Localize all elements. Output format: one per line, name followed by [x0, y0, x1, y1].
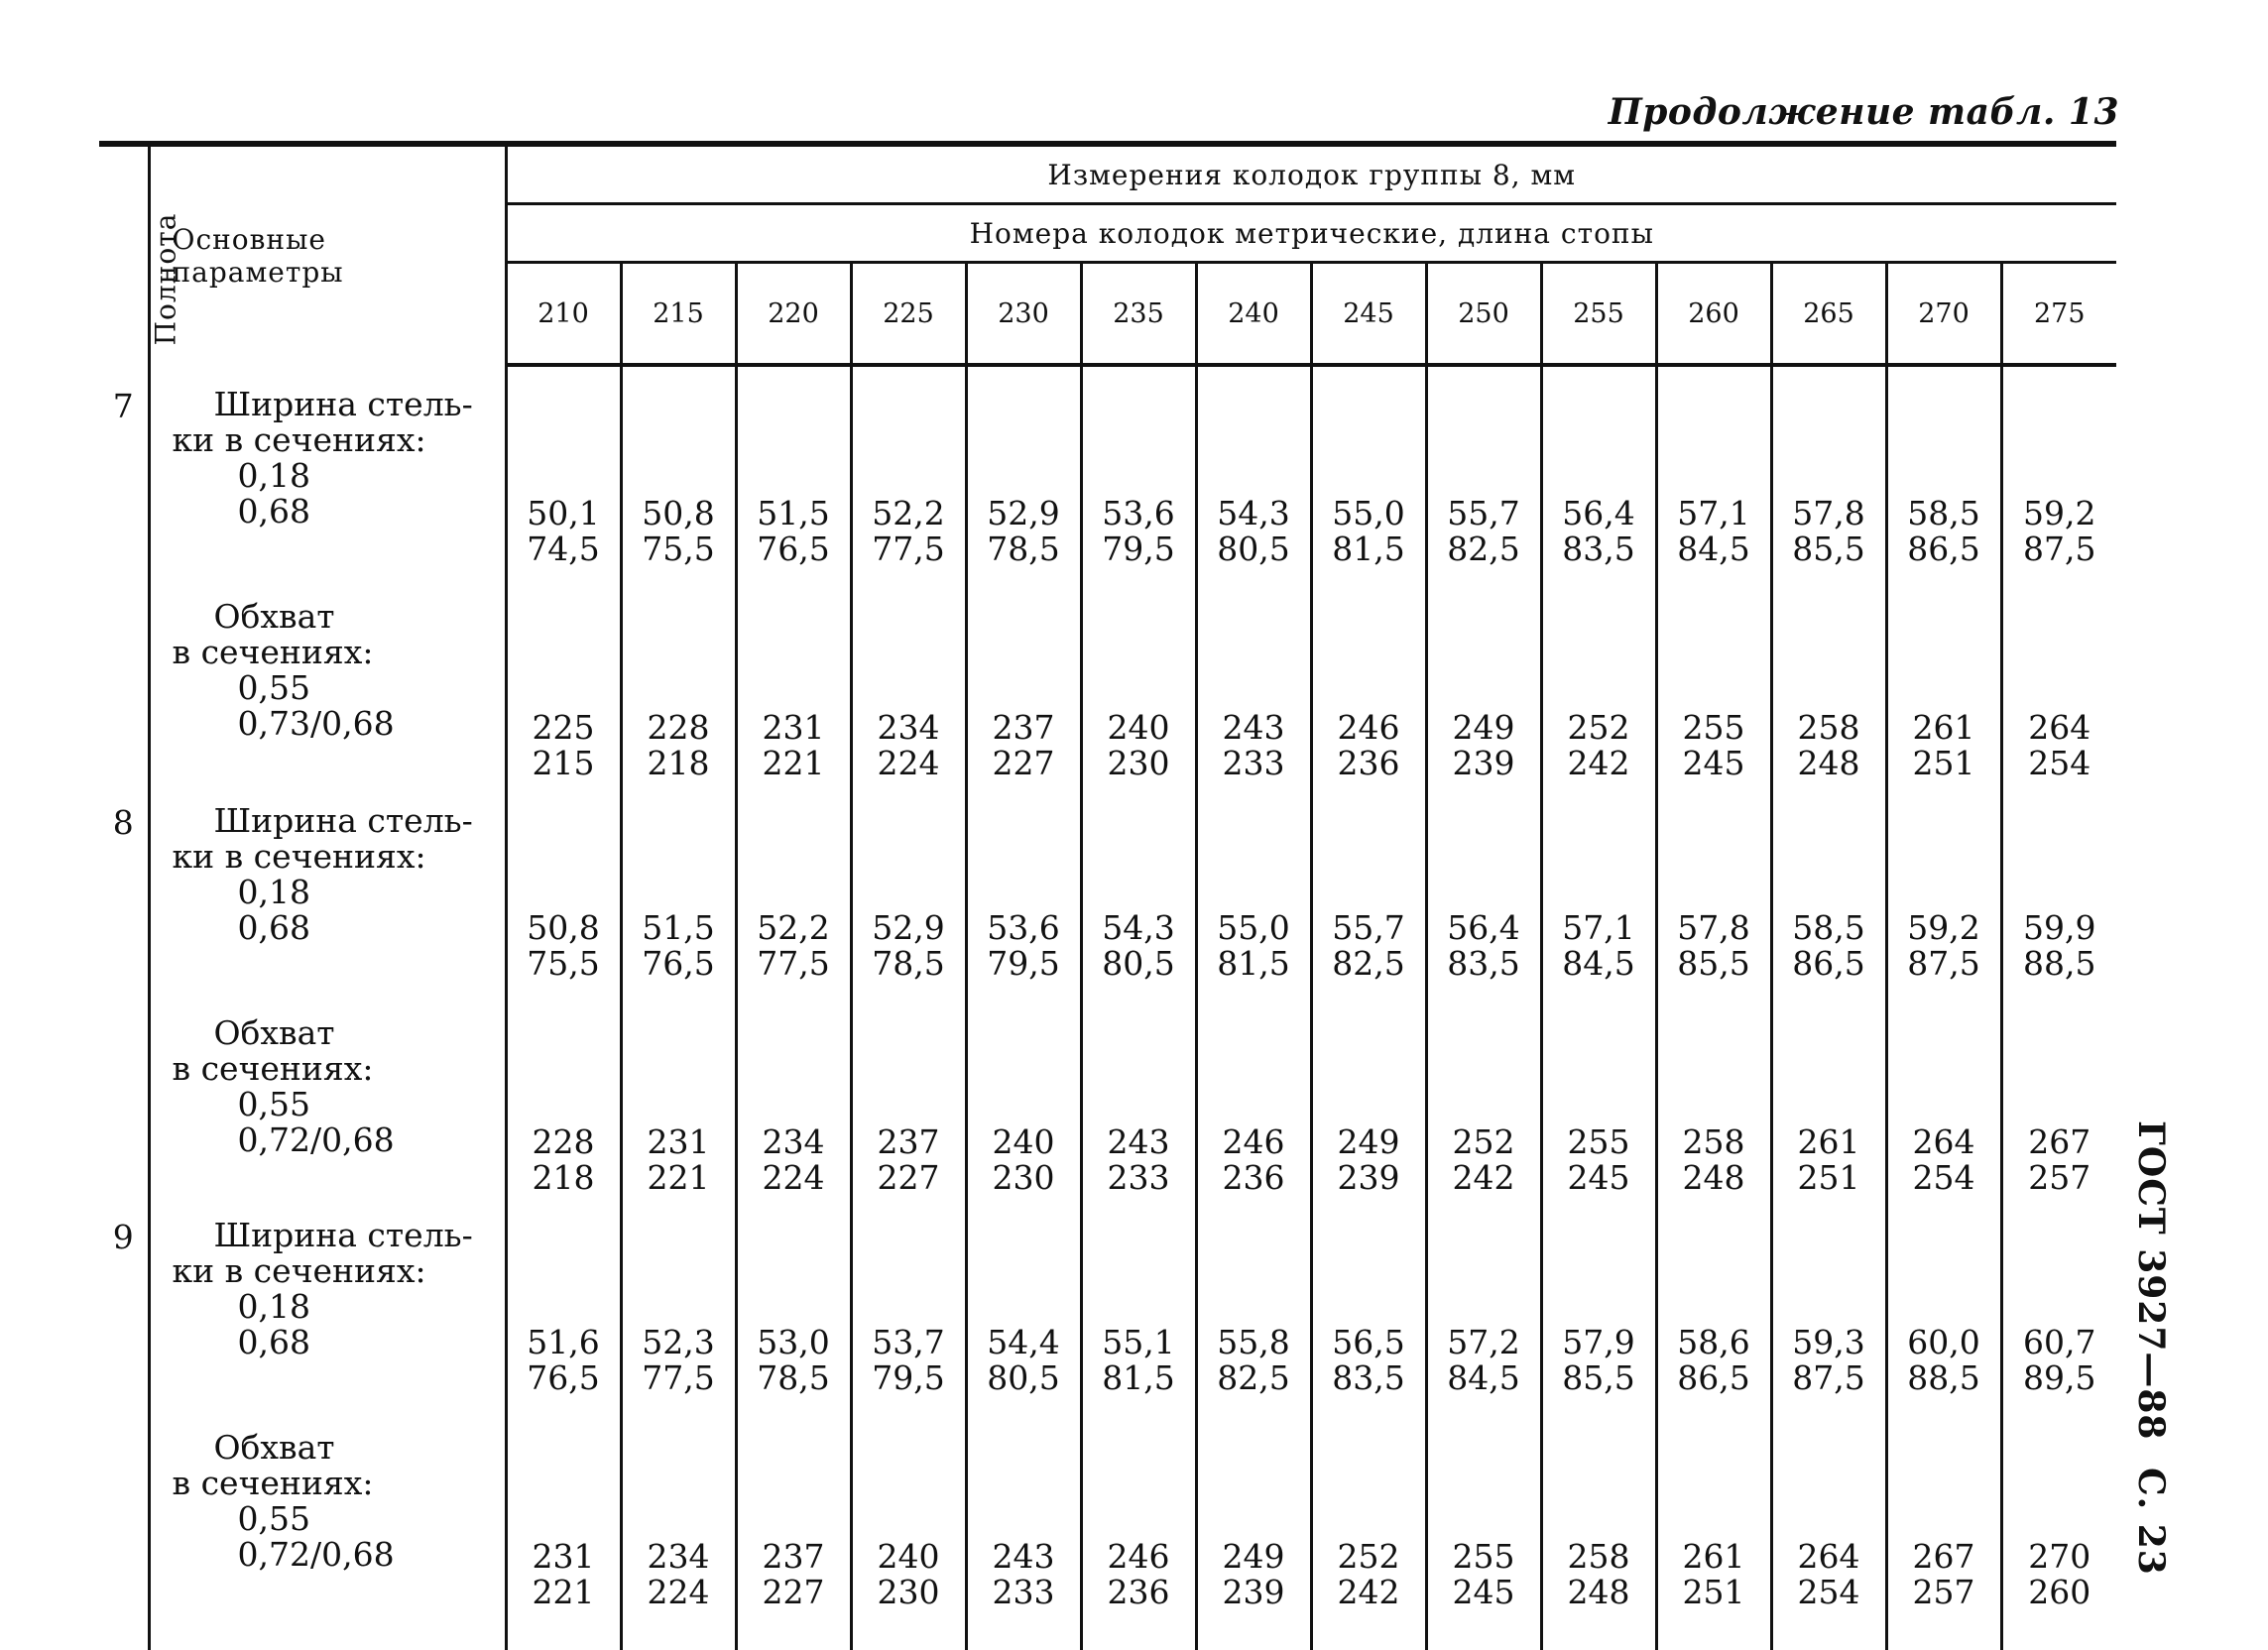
width-value: 88,5	[2023, 944, 2096, 983]
section-label: 0,73/0,68	[237, 704, 395, 743]
value-cell	[1081, 365, 1196, 781]
girth-value: 221	[762, 744, 825, 782]
width-value: 56,4	[1447, 908, 1520, 947]
width-value: 84,5	[1562, 944, 1635, 983]
width-value: 76,5	[757, 530, 830, 568]
value-cell	[506, 1196, 621, 1650]
param-label: Ширина стель-	[213, 801, 473, 840]
header-size: 210	[506, 263, 621, 366]
page-number: С. 23	[2130, 1468, 2172, 1576]
girth-value: 240	[992, 1122, 1055, 1161]
width-value: 85,5	[1677, 944, 1750, 983]
girth-value: 236	[1222, 1158, 1285, 1197]
value-cell	[1771, 365, 1886, 781]
girth-value: 239	[1337, 1158, 1400, 1197]
header-size: 225	[851, 263, 966, 366]
width-value: 55,0	[1217, 908, 1290, 947]
value-cell	[851, 1196, 966, 1650]
width-value: 80,5	[987, 1358, 1060, 1397]
width-value: 87,5	[1907, 944, 1980, 983]
width-value: 55,1	[1102, 1323, 1175, 1361]
width-value: 77,5	[642, 1358, 715, 1397]
width-value: 56,4	[1562, 494, 1635, 532]
section-label: 0,18	[237, 1287, 310, 1326]
girth-value: 267	[1912, 1537, 1975, 1576]
girth-value: 242	[1452, 1158, 1515, 1197]
width-value: 87,5	[2023, 530, 2096, 568]
header-size: 260	[1656, 263, 1771, 366]
params-cell	[149, 781, 506, 1196]
girth-value: 257	[1912, 1573, 1975, 1611]
value-cell	[1426, 365, 1541, 781]
girth-value: 255	[1567, 1122, 1630, 1161]
param-label: Обхват	[213, 597, 335, 636]
width-value: 89,5	[2023, 1358, 2096, 1397]
width-value: 54,3	[1102, 908, 1175, 947]
girth-value: 228	[647, 708, 710, 747]
width-value: 77,5	[872, 530, 945, 568]
girth-value: 230	[877, 1573, 940, 1611]
girth-value: 234	[762, 1122, 825, 1161]
girth-value: 215	[532, 744, 595, 782]
value-cell	[966, 1196, 1081, 1650]
width-value: 59,2	[2023, 494, 2096, 532]
section-label: 0,72/0,68	[237, 1535, 395, 1574]
value-cell	[736, 365, 851, 781]
girth-value: 252	[1337, 1537, 1400, 1576]
width-value: 57,2	[1447, 1323, 1520, 1361]
girth-value: 249	[1222, 1537, 1285, 1576]
header-group: Измерения колодок группы 8, мм	[506, 144, 2116, 204]
header-size: 220	[736, 263, 851, 366]
param-label: Обхват	[213, 1013, 335, 1052]
width-value: 80,5	[1217, 530, 1290, 568]
girth-value: 248	[1797, 744, 1860, 782]
width-value: 53,7	[872, 1323, 945, 1361]
girth-value: 224	[877, 744, 940, 782]
section-label: 0,18	[237, 456, 310, 495]
value-cell	[1426, 781, 1541, 1196]
width-value: 51,5	[642, 908, 715, 947]
width-value: 57,9	[1562, 1323, 1635, 1361]
girth-value: 246	[1337, 708, 1400, 747]
girth-value: 255	[1452, 1537, 1515, 1576]
width-value: 57,8	[1677, 908, 1750, 947]
value-cell	[1771, 1196, 1886, 1650]
value-cell	[506, 781, 621, 1196]
girth-value: 249	[1452, 708, 1515, 747]
girth-value: 254	[1912, 1158, 1975, 1197]
value-cell	[1081, 781, 1196, 1196]
fullness-row	[99, 1196, 2116, 1650]
width-value: 81,5	[1217, 944, 1290, 983]
width-value: 59,2	[1907, 908, 1980, 947]
width-value: 84,5	[1447, 1358, 1520, 1397]
girth-value: 255	[1682, 708, 1745, 747]
width-value: 51,5	[757, 494, 830, 532]
girth-value: 224	[762, 1158, 825, 1197]
header-size: 230	[966, 263, 1081, 366]
girth-value: 243	[992, 1537, 1055, 1576]
width-value: 52,2	[872, 494, 945, 532]
width-value: 54,4	[987, 1323, 1060, 1361]
width-value: 79,5	[1102, 530, 1175, 568]
girth-value: 257	[2028, 1158, 2091, 1197]
width-value: 57,1	[1677, 494, 1750, 532]
param-label: в сечениях:	[172, 633, 374, 671]
value-cell	[1311, 1196, 1426, 1650]
header-size: 255	[1541, 263, 1656, 366]
width-value: 53,6	[1102, 494, 1175, 532]
value-cell	[2001, 781, 2116, 1196]
value-cell	[1196, 365, 1311, 781]
value-cell	[1311, 365, 1426, 781]
girth-value: 264	[2028, 708, 2091, 747]
girth-value: 239	[1452, 744, 1515, 782]
value-cell	[1886, 1196, 2001, 1650]
girth-value: 245	[1452, 1573, 1515, 1611]
girth-value: 231	[532, 1537, 595, 1576]
girth-value: 240	[877, 1537, 940, 1576]
width-value: 57,1	[1562, 908, 1635, 947]
continuation-title: Продолжение табл. 13	[1608, 91, 2119, 133]
width-value: 88,5	[1907, 1358, 1980, 1397]
width-value: 84,5	[1677, 530, 1750, 568]
width-value: 52,2	[757, 908, 830, 947]
param-label: Ширина стель-	[213, 385, 473, 423]
girth-value: 252	[1567, 708, 1630, 747]
value-cell	[1541, 365, 1656, 781]
girth-value: 227	[762, 1573, 825, 1611]
header-size: 245	[1311, 263, 1426, 366]
fullness-value: 9	[112, 1218, 134, 1256]
width-value: 75,5	[642, 530, 715, 568]
girth-value: 251	[1797, 1158, 1860, 1197]
width-value: 54,3	[1217, 494, 1290, 532]
section-label: 0,68	[237, 908, 310, 947]
girth-value: 234	[647, 1537, 710, 1576]
girth-value: 258	[1682, 1122, 1745, 1161]
width-value: 79,5	[872, 1358, 945, 1397]
width-value: 86,5	[1677, 1358, 1750, 1397]
girth-value: 240	[1107, 708, 1170, 747]
value-cell	[2001, 365, 2116, 781]
section-label: 0,68	[237, 1323, 310, 1361]
header-size: 215	[621, 263, 736, 366]
width-value: 78,5	[987, 530, 1060, 568]
value-cell	[621, 1196, 736, 1650]
girth-value: 233	[1107, 1158, 1170, 1197]
width-value: 55,0	[1332, 494, 1405, 532]
measurements-table	[99, 141, 2116, 1650]
girth-value: 218	[647, 744, 710, 782]
width-value: 51,6	[527, 1323, 600, 1361]
header-size: 250	[1426, 263, 1541, 366]
width-value: 58,5	[1792, 908, 1865, 947]
girth-value: 260	[2028, 1573, 2091, 1611]
section-label: 0,18	[237, 873, 310, 911]
width-value: 53,6	[987, 908, 1060, 947]
value-cell	[2001, 1196, 2116, 1650]
width-value: 85,5	[1562, 1358, 1635, 1397]
girth-value: 248	[1682, 1158, 1745, 1197]
section-label: 0,68	[237, 492, 310, 530]
width-value: 81,5	[1332, 530, 1405, 568]
girth-value: 225	[532, 708, 595, 747]
param-label: в сечениях:	[172, 1464, 374, 1502]
document-standard-id	[2130, 1120, 2172, 1590]
header-size: 265	[1771, 263, 1886, 366]
width-value: 56,5	[1332, 1323, 1405, 1361]
girth-value: 254	[2028, 744, 2091, 782]
girth-value: 261	[1682, 1537, 1745, 1576]
girth-value: 227	[992, 744, 1055, 782]
fullness-value: 7	[112, 387, 134, 425]
width-value: 60,7	[2023, 1323, 2096, 1361]
width-value: 79,5	[987, 944, 1060, 983]
girth-value: 231	[762, 708, 825, 747]
girth-value: 246	[1222, 1122, 1285, 1161]
girth-value: 243	[1107, 1122, 1170, 1161]
width-value: 52,3	[642, 1323, 715, 1361]
girth-value: 245	[1682, 744, 1745, 782]
param-label: в сечениях:	[172, 1049, 374, 1088]
width-value: 50,8	[642, 494, 715, 532]
value-cell	[506, 365, 621, 781]
width-value: 52,9	[987, 494, 1060, 532]
girth-value: 233	[992, 1573, 1055, 1611]
girth-value: 227	[877, 1158, 940, 1197]
width-value: 58,5	[1907, 494, 1980, 532]
value-cell	[851, 365, 966, 781]
width-value: 78,5	[757, 1358, 830, 1397]
value-cell	[736, 1196, 851, 1650]
section-label: 0,55	[237, 1085, 310, 1123]
value-cell	[966, 365, 1081, 781]
fullness-row	[99, 781, 2116, 1196]
girth-value: 236	[1107, 1573, 1170, 1611]
girth-value: 261	[1912, 708, 1975, 747]
girth-value: 239	[1222, 1573, 1285, 1611]
value-cell	[1311, 781, 1426, 1196]
value-cell	[1656, 1196, 1771, 1650]
girth-value: 245	[1567, 1158, 1630, 1197]
width-value: 83,5	[1447, 944, 1520, 983]
width-value: 76,5	[642, 944, 715, 983]
param-label: Обхват	[213, 1428, 335, 1467]
value-cell	[851, 781, 966, 1196]
value-cell	[1656, 781, 1771, 1196]
girth-value: 236	[1337, 744, 1400, 782]
girth-value: 242	[1567, 744, 1630, 782]
param-label: ки в сечениях:	[172, 1251, 426, 1290]
girth-value: 258	[1567, 1537, 1630, 1576]
girth-value: 237	[992, 708, 1055, 747]
width-value: 82,5	[1332, 944, 1405, 983]
girth-value: 258	[1797, 708, 1860, 747]
girth-value: 252	[1452, 1122, 1515, 1161]
width-value: 76,5	[527, 1358, 600, 1397]
girth-value: 233	[1222, 744, 1285, 782]
value-cell	[621, 781, 736, 1196]
value-cell	[1886, 781, 2001, 1196]
width-value: 52,9	[872, 908, 945, 947]
girth-value: 264	[1797, 1537, 1860, 1576]
width-value: 59,9	[2023, 908, 2096, 947]
girth-value: 218	[532, 1158, 595, 1197]
width-value: 50,8	[527, 908, 600, 947]
header-size: 275	[2001, 263, 2116, 366]
width-value: 55,7	[1332, 908, 1405, 947]
header-subgroup: Номера колодок метрические, длина стопы	[506, 204, 2116, 263]
param-label: Ширина стель-	[213, 1216, 473, 1254]
width-value: 81,5	[1102, 1358, 1175, 1397]
param-label: ки в сечениях:	[172, 420, 426, 459]
girth-value: 237	[762, 1537, 825, 1576]
girth-value: 251	[1682, 1573, 1745, 1611]
width-value: 87,5	[1792, 1358, 1865, 1397]
section-label: 0,55	[237, 668, 310, 707]
value-cell	[1541, 781, 1656, 1196]
value-cell	[1541, 1196, 1656, 1650]
width-value: 80,5	[1102, 944, 1175, 983]
girth-value: 246	[1107, 1537, 1170, 1576]
width-value: 55,8	[1217, 1323, 1290, 1361]
section-label: 0,55	[237, 1499, 310, 1538]
width-value: 86,5	[1907, 530, 1980, 568]
width-value: 85,5	[1792, 530, 1865, 568]
width-value: 55,7	[1447, 494, 1520, 532]
girth-value: 264	[1912, 1122, 1975, 1161]
width-value: 60,0	[1907, 1323, 1980, 1361]
value-cell	[1196, 781, 1311, 1196]
width-value: 58,6	[1677, 1323, 1750, 1361]
header-size: 240	[1196, 263, 1311, 366]
header-fullness: Полнота	[149, 212, 182, 346]
girth-value: 243	[1222, 708, 1285, 747]
girth-value: 221	[647, 1158, 710, 1197]
width-value: 59,3	[1792, 1323, 1865, 1361]
girth-value: 270	[2028, 1537, 2091, 1576]
fullness-row	[99, 365, 2116, 781]
girth-value: 242	[1337, 1573, 1400, 1611]
width-value: 75,5	[527, 944, 600, 983]
width-value: 57,8	[1792, 494, 1865, 532]
girth-value: 230	[992, 1158, 1055, 1197]
header-size: 270	[1886, 263, 2001, 366]
girth-value: 251	[1912, 744, 1975, 782]
girth-value: 249	[1337, 1122, 1400, 1161]
width-value: 83,5	[1332, 1358, 1405, 1397]
value-cell	[1886, 365, 2001, 781]
width-value: 82,5	[1217, 1358, 1290, 1397]
girth-value: 267	[2028, 1122, 2091, 1161]
header-params: Основные параметры	[149, 144, 506, 365]
value-cell	[1771, 781, 1886, 1196]
value-cell	[1656, 365, 1771, 781]
width-value: 83,5	[1562, 530, 1635, 568]
fullness-value: 8	[112, 803, 134, 842]
girth-value: 234	[877, 708, 940, 747]
width-value: 78,5	[872, 944, 945, 983]
girth-value: 230	[1107, 744, 1170, 782]
width-value: 74,5	[527, 530, 600, 568]
width-value: 53,0	[757, 1323, 830, 1361]
params-cell	[149, 1196, 506, 1650]
girth-value: 231	[647, 1122, 710, 1161]
girth-value: 221	[532, 1573, 595, 1611]
value-cell	[621, 365, 736, 781]
value-cell	[1081, 1196, 1196, 1650]
width-value: 86,5	[1792, 944, 1865, 983]
girth-value: 261	[1797, 1122, 1860, 1161]
value-cell	[1426, 1196, 1541, 1650]
header-size: 235	[1081, 263, 1196, 366]
width-value: 77,5	[757, 944, 830, 983]
width-value: 82,5	[1447, 530, 1520, 568]
girth-value: 228	[532, 1122, 595, 1161]
value-cell	[966, 781, 1081, 1196]
section-label: 0,72/0,68	[237, 1120, 395, 1159]
param-label: ки в сечениях:	[172, 837, 426, 876]
girth-value: 237	[877, 1122, 940, 1161]
girth-value: 254	[1797, 1573, 1860, 1611]
standard-number: ГОСТ 3927—88	[2130, 1120, 2172, 1441]
width-value: 50,1	[527, 494, 600, 532]
girth-value: 248	[1567, 1573, 1630, 1611]
params-cell	[149, 365, 506, 781]
value-cell	[1196, 1196, 1311, 1650]
value-cell	[736, 781, 851, 1196]
girth-value: 224	[647, 1573, 710, 1611]
